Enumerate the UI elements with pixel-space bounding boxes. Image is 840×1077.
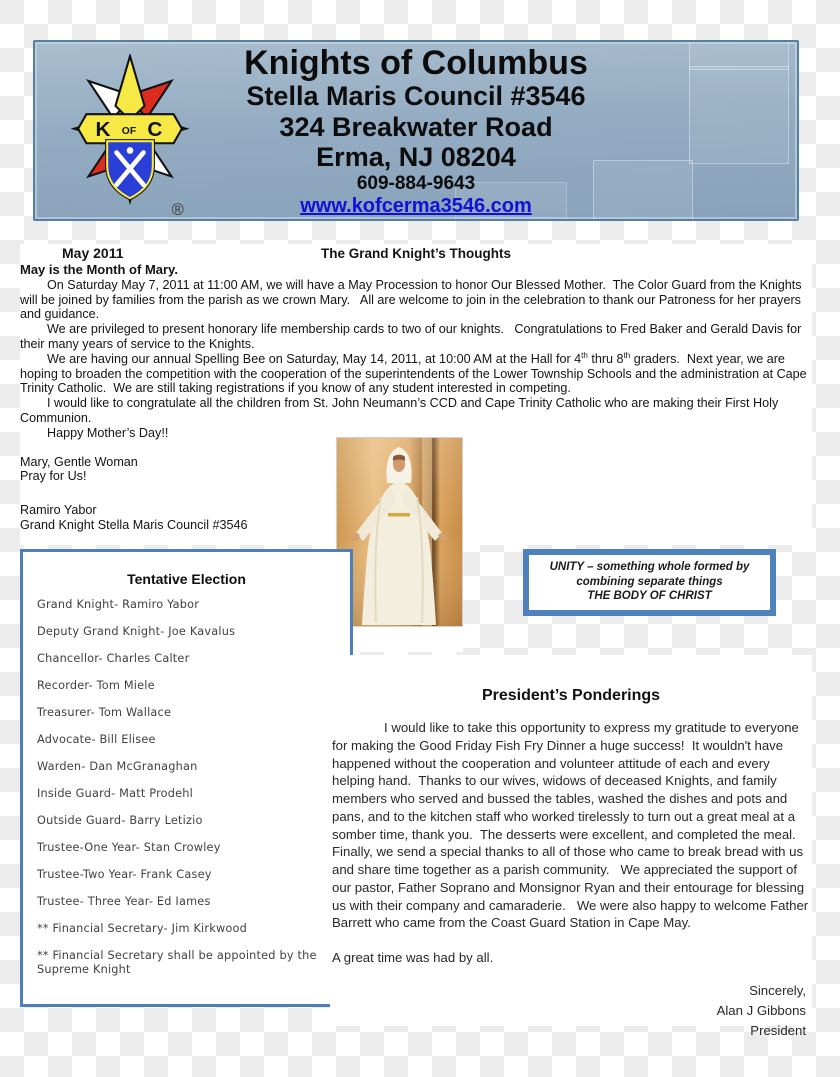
registered-mark: ®: [171, 199, 184, 219]
unity-line: combining separate things: [576, 575, 723, 588]
president-closing: A great time was had by all.: [332, 950, 494, 965]
mary-statue-image: [336, 437, 463, 627]
election-item: Advocate- Bill Elisee: [37, 733, 156, 746]
election-item: ** Financial Secretary- Jim Kirkwood: [37, 922, 248, 935]
election-item: Grand Knight- Ramiro Yabor: [37, 598, 200, 611]
org-title: Knights of Columbus: [244, 44, 588, 82]
city-state-zip: Erma, NJ 08204: [316, 142, 516, 173]
election-item: Outside Guard- Barry Letizio: [37, 814, 203, 827]
emblem-letters-of: OF: [121, 125, 137, 137]
gk-paragraph: Happy Mother’s Day!!: [47, 425, 169, 440]
signoff-sincerely: Sincerely,: [749, 982, 806, 998]
election-item: Inside Guard- Matt Prodehl: [37, 787, 194, 800]
prayer-line: Mary, Gentle Woman: [20, 454, 138, 469]
gk-paragraph: We are having our annual Spelling Bee on Saturday, May 14, 2011, at 10:00 AM at the Hall for 4th thru 8th graders. Next year, we are hoping to broaden the competition with the cooperation of the superintendents of the Lower Township Schools and the administration at Cape Trinity Catholic. We are still taking registrations if you know of any student interested in competing.: [20, 350, 810, 396]
gk-paragraph: On Saturday May 7, 2011 at 11:00 AM, we will have a May Procession to honor Our Blessed Mother. The Color Guard from the Knights will be joined by families from the parish as we crown Mary. All are welcome to join in the celebration to thank our Patroness for her prayers and guidance.: [20, 277, 806, 322]
council-name: Stella Maris Council #3546: [246, 81, 586, 112]
election-item: Trustee- Three Year- Ed Iames: [37, 895, 211, 908]
president-signoff: [330, 981, 806, 1041]
prayer-line: Pray for Us!: [20, 469, 87, 484]
signoff-name: Alan J Gibbons: [716, 1002, 806, 1018]
signature-title: Grand Knight Stella Maris Council #3546: [20, 517, 248, 532]
unity-line: UNITY – something whole formed by: [549, 561, 750, 573]
mary-statue-frame: [336, 437, 463, 652]
signature-name: Ramiro Yabor: [20, 503, 97, 518]
election-item: Trustee-Two Year- Frank Casey: [37, 868, 212, 881]
president-title: President’s Ponderings: [481, 687, 661, 704]
unity-quote-box: [523, 549, 776, 616]
election-item: Deputy Grand Knight- Joe Kavalus: [37, 625, 236, 638]
election-item: Chancellor- Charles Calter: [37, 652, 190, 665]
header-banner: [33, 40, 799, 221]
election-title: Tentative Election: [127, 571, 246, 587]
issue-date: May 2011: [62, 245, 124, 261]
gk-paragraph: We are privileged to present honorary life membership cards to two of our knights. Congratulations to Fred Baker and Gerald Davis for their many years of service to the Knights.: [20, 322, 805, 351]
election-item: Trustee-One Year- Stan Crowley: [37, 841, 221, 854]
emblem-letter-c: C: [147, 117, 163, 141]
website-link[interactable]: www.kofcerma3546.com: [300, 194, 532, 217]
header-text: [35, 42, 797, 219]
street-address: 324 Breakwater Road: [279, 111, 553, 142]
section-header-row: [20, 246, 812, 263]
month-of-mary-subheading: May is the Month of Mary.: [20, 262, 178, 277]
phone-number: 609-884-9643: [356, 172, 476, 194]
president-section: [330, 655, 812, 1038]
tentative-election-box: [20, 549, 353, 1007]
election-item: Warden- Dan McGranaghan: [37, 760, 198, 773]
emblem-letter-k: K: [95, 117, 111, 141]
signoff-role: President: [750, 1022, 806, 1038]
election-item: Treasurer- Tom Wallace: [37, 706, 172, 719]
election-item: Recorder- Tom Miele: [37, 679, 155, 692]
gk-paragraph: I would like to congratulate all the children from St. John Neumann’s CCD and Cape Trinity Catholic who are making their First Holy Communion.: [20, 396, 782, 425]
president-body: I would like to take this opportunity to express my gratitude to everyone for making the Good Friday Fish Fry Dinner a huge success! It wouldn't have happened without the cooperation and volunteer attitude of each and every helping hand. Thanks to our wives, widows of deceased Knights, and family members who served and bussed the tables, washed the dishes and pots and pans, and to the kitchen staff who worked tirelessly to turn out a great meal at a somber time, thank you. The desserts were excellent, and completed the meal. Finally, we send a special thanks to all of those who came to break bread with us and share time together as a parish community. We appreciated the support of our pastor, Father Soprano and Monsignor Ryan and their entourage for blessing us with their company and camaraderie. We were also happy to welcome Father Barrett who came from the Coast Guard Station in Cape May.: [332, 720, 812, 931]
election-item: ** Financial Secretary shall be appointed by the Supreme Knight: [37, 949, 317, 976]
grand-knight-heading: The Grand Knight’s Thoughts: [321, 246, 511, 261]
unity-line: THE BODY OF CHRIST: [587, 590, 712, 602]
